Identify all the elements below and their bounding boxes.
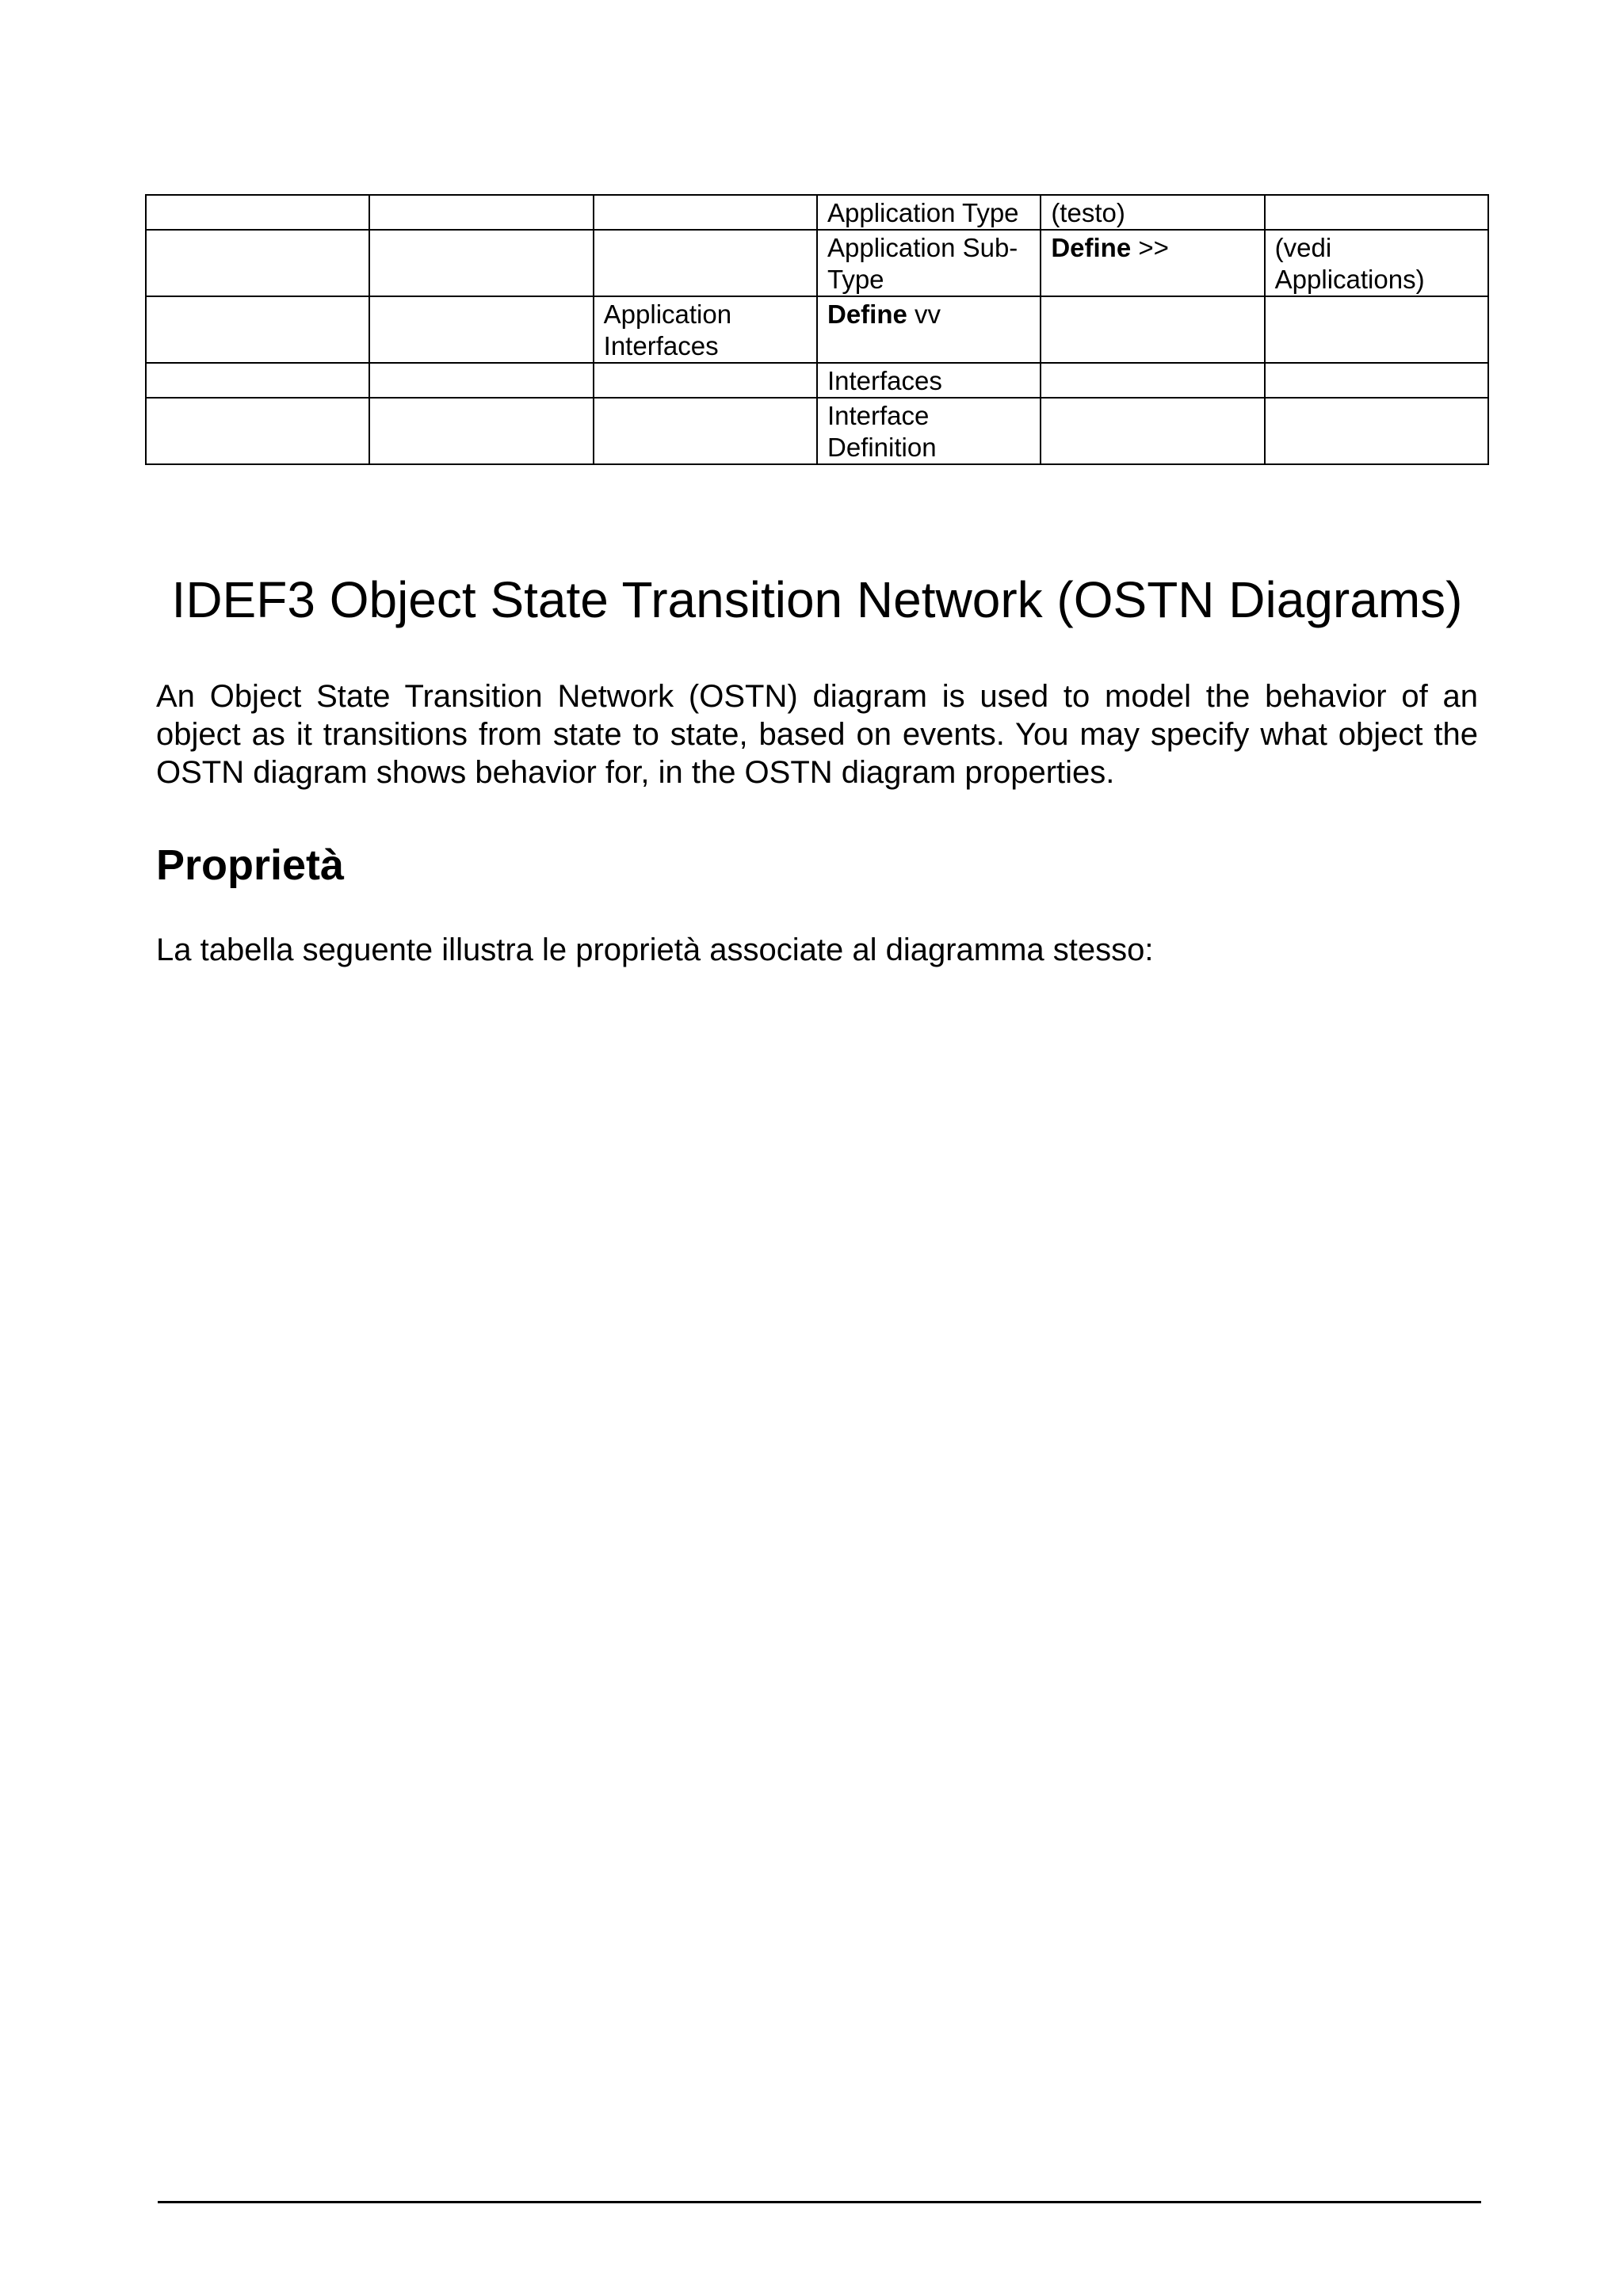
- table-cell: [369, 195, 593, 230]
- table-row: [146, 296, 1488, 363]
- section-title: IDEF3 Object State Transition Network (OSTN Diagrams): [171, 571, 1463, 628]
- table-row: [146, 230, 1488, 296]
- table-cell: [1265, 363, 1488, 398]
- define-keyword: Define: [827, 299, 907, 329]
- table-cell: [146, 296, 369, 363]
- properties-heading: Proprietà: [156, 841, 345, 889]
- table-cell: [369, 230, 593, 296]
- table-cell: [1265, 398, 1488, 464]
- table-cell: [1041, 230, 1264, 296]
- table-cell: [594, 230, 817, 296]
- table-cell: [146, 230, 369, 296]
- define-arrow-text: vv: [907, 299, 941, 329]
- table-row: [146, 398, 1488, 464]
- table-cell: [594, 195, 817, 230]
- table-cell: [146, 363, 369, 398]
- table-cell: [817, 296, 1041, 363]
- table-cell: [369, 398, 593, 464]
- table-row: [146, 363, 1488, 398]
- intro-paragraph: An Object State Transition Network (OSTN) diagram is used to model the behavior of an object as it transitions from state to state, based on events. You may specify what object the OSTN diagram shows behavior for, in the OSTN diagram properties.: [156, 679, 1478, 790]
- table-cell: [594, 363, 817, 398]
- table-cell: [1265, 296, 1488, 363]
- table-cell: Application Sub-Type: [817, 230, 1041, 296]
- footer-divider: [158, 2201, 1481, 2203]
- table-cell: [1265, 195, 1488, 230]
- table-cell: [1041, 296, 1264, 363]
- table-cell: Interfaces: [817, 363, 1041, 398]
- table-cell: Application Type: [817, 195, 1041, 230]
- table-cell: [1041, 363, 1264, 398]
- table-cell: (testo): [1041, 195, 1264, 230]
- table-cell: [369, 363, 593, 398]
- table-cell: [1041, 398, 1264, 464]
- table-cell: (vedi Applications): [1265, 230, 1488, 296]
- properties-table: [145, 194, 1489, 465]
- table-row: [146, 195, 1488, 230]
- table-cell: [146, 195, 369, 230]
- table-cell: [369, 296, 593, 363]
- table-cell: [146, 398, 369, 464]
- define-arrow-text: >>: [1131, 233, 1169, 262]
- define-keyword: Define: [1051, 233, 1132, 262]
- table-cell: Interface Definition: [817, 398, 1041, 464]
- table-cell: Application Interfaces: [594, 296, 817, 363]
- table-cell: [594, 398, 817, 464]
- properties-description: La tabella seguente illustra le proprietà associate al diagramma stesso:: [156, 933, 1154, 967]
